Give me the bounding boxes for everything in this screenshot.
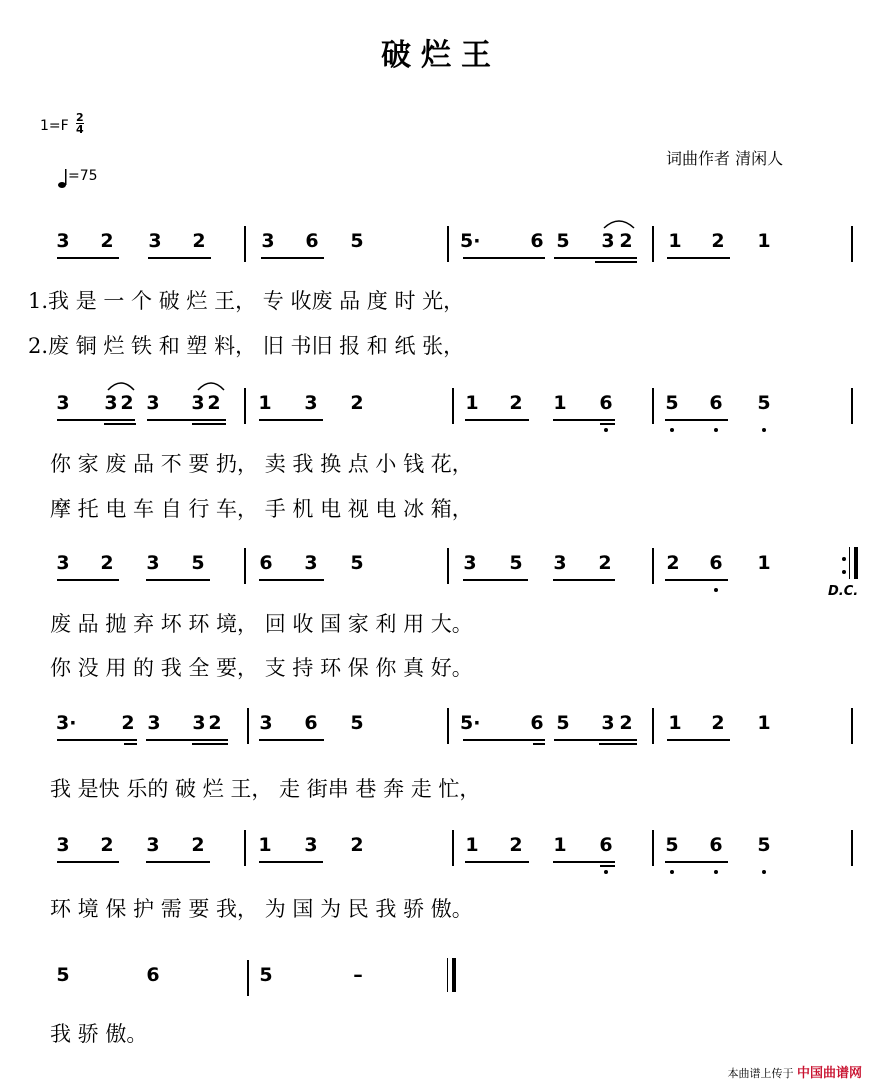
- underline: [261, 257, 324, 259]
- underline: [665, 861, 728, 863]
- note: 1: [258, 392, 272, 414]
- underline: [667, 257, 730, 259]
- note: 5·: [460, 712, 481, 734]
- underline: [463, 739, 545, 741]
- note: 3: [304, 392, 318, 414]
- low-octave-dot: [670, 870, 674, 874]
- repeat-dot: [842, 570, 846, 574]
- note: 3: [463, 552, 477, 574]
- double-underline: [595, 261, 637, 263]
- note: 1: [553, 392, 567, 414]
- repeat-thick-bar: [854, 547, 858, 579]
- note: 1: [553, 834, 567, 856]
- lyric-line: 2.废 铜 烂 铁 和 塑 料， 旧 书旧 报 和 纸 张，: [28, 334, 465, 358]
- note: 1: [465, 834, 479, 856]
- dc-marking: D.C.: [828, 584, 859, 599]
- note: 1: [757, 712, 771, 734]
- underline: [57, 739, 137, 741]
- note: 2: [207, 392, 221, 414]
- author-credit: 词曲作者 清闲人: [666, 149, 784, 168]
- underline: [259, 579, 324, 581]
- note: 3: [601, 712, 615, 734]
- note: 5: [191, 552, 205, 574]
- low-octave-dot: [670, 428, 674, 432]
- note: 3: [304, 552, 318, 574]
- note: 3: [56, 834, 70, 856]
- barline: [652, 388, 654, 424]
- footer-prefix: 本曲谱上传于: [727, 1067, 794, 1080]
- footer: [727, 1062, 862, 1081]
- note: 6: [599, 392, 613, 414]
- low-octave-dot: [714, 428, 718, 432]
- note: 2: [509, 834, 523, 856]
- low-octave-dot: [604, 428, 608, 432]
- double-underline: [192, 743, 228, 745]
- underline: [465, 861, 529, 863]
- note: 3: [553, 552, 567, 574]
- note: 6: [709, 552, 723, 574]
- note: 6: [530, 712, 544, 734]
- note: 5: [509, 552, 523, 574]
- note: 3: [104, 392, 118, 414]
- double-underline: [124, 743, 137, 745]
- note: 1: [465, 392, 479, 414]
- note: 3: [192, 712, 206, 734]
- barline: [247, 708, 249, 744]
- slur: [198, 383, 224, 390]
- underline: [146, 739, 228, 741]
- underline: [665, 579, 728, 581]
- time-bottom: 4: [76, 123, 84, 136]
- note: 3: [191, 392, 205, 414]
- lyric-line: 环 境 保 护 需 要 我， 为 国 为 民 我 骄 傲。: [50, 897, 473, 921]
- barline: [244, 548, 246, 584]
- note: 6: [146, 964, 160, 986]
- note: 2: [711, 712, 725, 734]
- note: 5: [757, 834, 771, 856]
- double-underline: [600, 865, 615, 867]
- double-underline: [192, 423, 226, 425]
- note: 1: [757, 230, 771, 252]
- note: 2: [100, 230, 114, 252]
- barline: [244, 226, 246, 262]
- note: 1: [668, 712, 682, 734]
- note: 5: [350, 230, 364, 252]
- note: 6: [259, 552, 273, 574]
- note: 2: [208, 712, 222, 734]
- note: 2: [509, 392, 523, 414]
- barline: [452, 830, 454, 866]
- barline: [851, 708, 853, 744]
- slur: [108, 383, 134, 390]
- note: 3: [304, 834, 318, 856]
- underline: [463, 579, 528, 581]
- time-signature: [76, 112, 84, 135]
- note: 5: [757, 392, 771, 414]
- page-title: 破烂王: [381, 38, 501, 73]
- note: 2: [100, 834, 114, 856]
- underline: [147, 419, 226, 421]
- note: 3: [259, 712, 273, 734]
- repeat-thin-bar: [849, 547, 850, 579]
- tempo-mark: =75: [68, 168, 98, 184]
- barline: [247, 960, 249, 996]
- barline: [244, 830, 246, 866]
- note: 5: [665, 834, 679, 856]
- underline: [665, 419, 728, 421]
- note: 3: [56, 230, 70, 252]
- barline: [652, 708, 654, 744]
- note: 5: [350, 712, 364, 734]
- underline: [259, 739, 324, 741]
- note: 2: [191, 834, 205, 856]
- footer-brand: 中国曲谱网: [796, 1066, 862, 1081]
- note: 5: [56, 964, 70, 986]
- underline: [57, 419, 135, 421]
- note: 5: [350, 552, 364, 574]
- barline: [652, 830, 654, 866]
- lyric-line: 我 是快 乐的 破 烂 王， 走 街串 巷 奔 走 忙，: [50, 777, 481, 801]
- low-octave-dot: [714, 588, 718, 592]
- underline: [553, 419, 615, 421]
- note: 5: [556, 712, 570, 734]
- note: 2: [192, 230, 206, 252]
- barline: [452, 388, 454, 424]
- note: 3: [56, 552, 70, 574]
- note: 6: [709, 392, 723, 414]
- note: 2: [619, 230, 633, 252]
- lyric-line: 1.我 是 一 个 破 烂 王， 专 收废 品 度 时 光，: [28, 289, 465, 313]
- note: 3: [601, 230, 615, 252]
- double-underline: [533, 743, 545, 745]
- note: 2: [350, 834, 364, 856]
- note: 5: [665, 392, 679, 414]
- lyric-line: 废 品 抛 弃 坏 环 境， 回 收 国 家 利 用 大。: [50, 612, 473, 636]
- barline: [652, 548, 654, 584]
- note: 2: [598, 552, 612, 574]
- slur: [604, 221, 634, 228]
- lyric-line: 你 家 废 品 不 要 扔， 卖 我 换 点 小 钱 花，: [50, 452, 473, 476]
- underline: [465, 419, 529, 421]
- note: 2: [100, 552, 114, 574]
- low-octave-dot: [762, 428, 766, 432]
- underline: [57, 861, 119, 863]
- note: 6: [709, 834, 723, 856]
- barline: [851, 226, 853, 262]
- note: 2: [350, 392, 364, 414]
- underline: [554, 257, 637, 259]
- time-top: 2: [76, 111, 84, 124]
- underline: [667, 739, 730, 741]
- lyric-line: 我 骄 傲。: [50, 1022, 148, 1046]
- note: 3·: [56, 712, 77, 734]
- final-thin-bar: [447, 958, 448, 992]
- low-octave-dot: [762, 870, 766, 874]
- note: 3: [146, 834, 160, 856]
- barline: [447, 708, 449, 744]
- underline: [146, 579, 210, 581]
- underline: [146, 861, 210, 863]
- barline: [447, 548, 449, 584]
- note: 3: [56, 392, 70, 414]
- underline: [259, 861, 323, 863]
- double-underline: [600, 423, 615, 425]
- note: 2: [666, 552, 680, 574]
- low-octave-dot: [714, 870, 718, 874]
- note: 5: [259, 964, 273, 986]
- double-underline: [599, 743, 637, 745]
- underline: [553, 861, 615, 863]
- underline: [57, 257, 119, 259]
- underline: [554, 739, 637, 741]
- barline: [244, 388, 246, 424]
- barline: [652, 226, 654, 262]
- note: 5·: [460, 230, 481, 252]
- note: 3: [261, 230, 275, 252]
- note: 2: [121, 712, 135, 734]
- note: 6: [599, 834, 613, 856]
- double-underline: [104, 423, 136, 425]
- barline: [851, 388, 853, 424]
- barline: [851, 830, 853, 866]
- key-signature: 1=F: [40, 118, 69, 134]
- final-thick-bar: [452, 958, 456, 992]
- note: 6: [305, 230, 319, 252]
- note: 5: [556, 230, 570, 252]
- note: 3: [146, 392, 160, 414]
- underline: [259, 419, 323, 421]
- note: 3: [147, 712, 161, 734]
- underline: [57, 579, 119, 581]
- note: 3: [148, 230, 162, 252]
- low-octave-dot: [604, 870, 608, 874]
- note: –: [353, 964, 363, 986]
- note: 2: [120, 392, 134, 414]
- repeat-dot: [842, 557, 846, 561]
- note: 2: [711, 230, 725, 252]
- underline: [148, 257, 211, 259]
- note: 6: [304, 712, 318, 734]
- note: 1: [757, 552, 771, 574]
- underline: [553, 579, 615, 581]
- lyric-line: 你 没 用 的 我 全 要， 支 持 环 保 你 真 好。: [50, 656, 473, 680]
- note: 6: [530, 230, 544, 252]
- note: 3: [146, 552, 160, 574]
- note: 1: [668, 230, 682, 252]
- lyric-line: 摩 托 电 车 自 行 车， 手 机 电 视 电 冰 箱，: [50, 497, 473, 521]
- note: 1: [258, 834, 272, 856]
- note: 2: [619, 712, 633, 734]
- underline: [463, 257, 545, 259]
- barline: [447, 226, 449, 262]
